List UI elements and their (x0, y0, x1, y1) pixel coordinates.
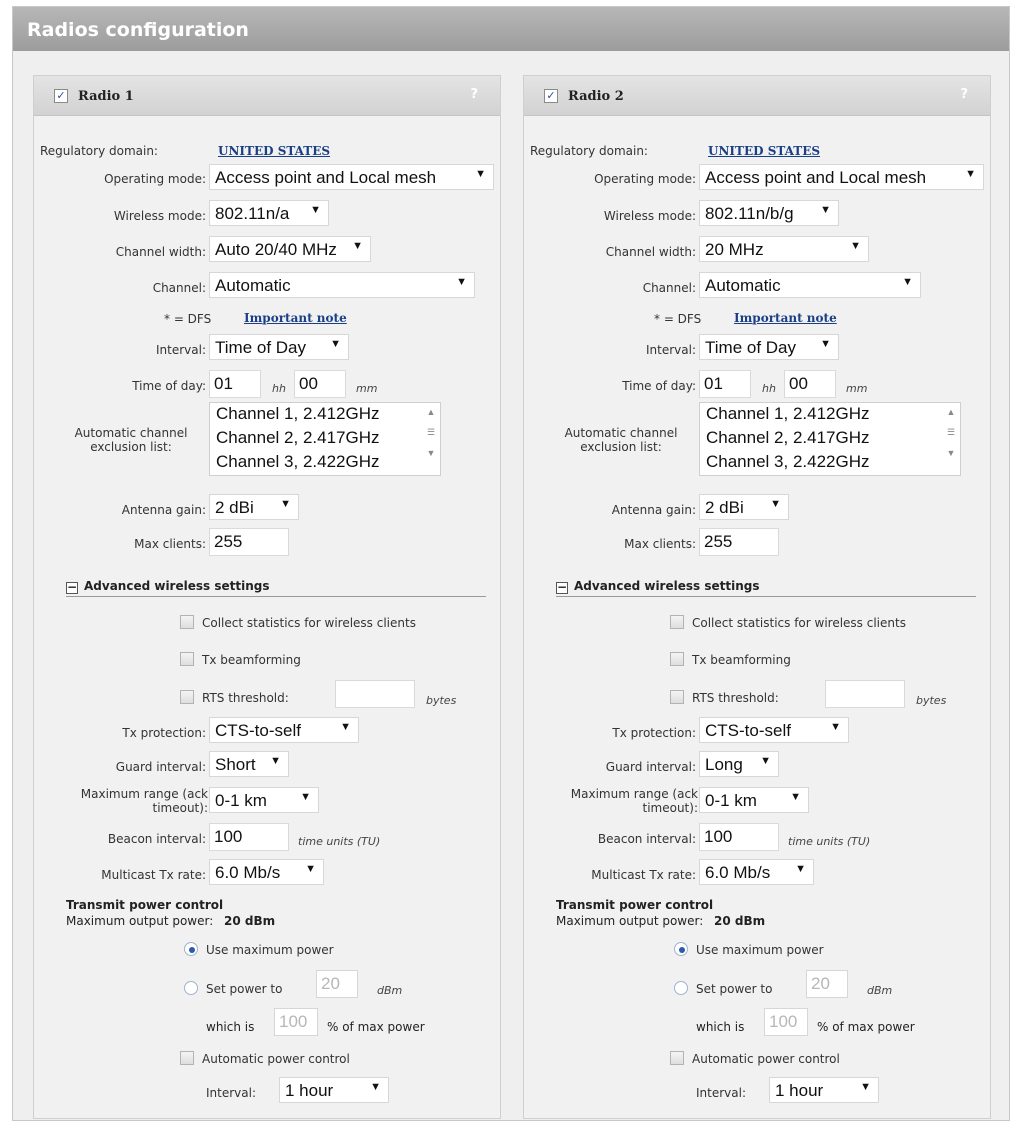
rts-threshold-label: RTS threshold: (692, 691, 779, 705)
channel-select[interactable] (699, 272, 921, 298)
chevron-down-icon: ▼ (760, 755, 771, 767)
tx-beamforming-checkbox[interactable] (670, 652, 684, 666)
max-range-label: Maximum range (ack timeout): (570, 787, 698, 815)
rts-threshold-input[interactable] (335, 680, 415, 708)
time-of-day-label: Time of day: (132, 379, 206, 393)
exclusion-listbox[interactable] (209, 402, 441, 476)
collect-stats-checkbox[interactable] (670, 615, 684, 629)
antenna-gain-select[interactable] (209, 494, 299, 520)
regulatory-domain-label: Regulatory domain: (40, 144, 158, 158)
important-note-link[interactable]: Important note (734, 311, 837, 325)
wireless-mode-select[interactable] (209, 200, 329, 226)
radio-2-header (524, 76, 990, 116)
chevron-down-icon: ▼ (830, 721, 841, 733)
max-output-value: 20 dBm (224, 914, 276, 928)
max-output-value: 20 dBm (714, 914, 766, 928)
percent-input[interactable]: 100 (274, 1008, 318, 1036)
list-item[interactable]: Channel 3, 2.422GHz (216, 452, 380, 471)
chevron-down-icon: ▼ (795, 863, 806, 875)
auto-power-checkbox[interactable] (180, 1051, 194, 1065)
use-max-power-label: Use maximum power (696, 943, 824, 957)
channel-value: Automatic (215, 276, 291, 295)
max-clients-label: Max clients: (624, 537, 696, 551)
channel-width-select[interactable] (699, 236, 869, 262)
wireless-mode-label: Wireless mode: (113, 209, 206, 223)
tpc-interval-label: Interval: (696, 1086, 746, 1100)
exclusion-listbox[interactable] (699, 402, 961, 476)
tx-protection-select[interactable] (209, 717, 359, 743)
bytes-unit: bytes (916, 694, 947, 707)
tu-unit: time units (TU) (298, 835, 381, 848)
guard-interval-value: Short (215, 755, 256, 774)
chevron-down-icon: ▼ (270, 755, 281, 767)
chevron-down-icon: ▼ (310, 204, 321, 216)
operating-mode-select[interactable] (699, 164, 984, 190)
max-clients-input[interactable]: 255 (209, 528, 289, 556)
important-note-link[interactable]: Important note (244, 311, 347, 325)
max-clients-label: Max clients: (134, 537, 206, 551)
beacon-interval-input[interactable]: 100 (209, 823, 289, 851)
channel-value: Automatic (705, 276, 781, 295)
hh-unit: hh (762, 382, 776, 395)
use-max-power-label: Use maximum power (206, 943, 334, 957)
max-clients-input[interactable]: 255 (699, 528, 779, 556)
interval-select[interactable] (209, 334, 349, 360)
rts-threshold-label: RTS threshold: (202, 691, 289, 705)
channel-label: Channel: (152, 281, 206, 295)
operating-mode-label: Operating mode: (104, 172, 206, 186)
dfs-legend: * = DFS (164, 312, 212, 326)
set-power-row[interactable] (184, 981, 282, 996)
multicast-rate-value: 6.0 Mb/s (705, 863, 771, 882)
collapse-icon[interactable]: − (67, 580, 78, 594)
set-power-label: Set power to (696, 982, 773, 996)
operating-mode-value: Access point and Local mesh (215, 168, 437, 187)
interval-value: Time of Day (215, 338, 307, 357)
set-power-input[interactable]: 20 (316, 970, 358, 998)
tpc-interval-value: 1 hour (285, 1081, 334, 1100)
help-icon[interactable]: ? (960, 87, 968, 102)
scrollbar[interactable]: ▲ ☰ ▼ (426, 407, 436, 458)
use-max-power-row[interactable] (674, 942, 824, 957)
guard-interval-select[interactable] (699, 751, 779, 777)
interval-label: Interval: (646, 343, 696, 357)
rts-threshold-row[interactable] (670, 690, 779, 705)
chevron-down-icon: ▼ (850, 240, 861, 252)
radio-1-title: Radio 1 (78, 89, 134, 104)
tu-unit: time units (TU) (788, 835, 871, 848)
use-max-power-radio[interactable] (674, 942, 688, 956)
wireless-mode-label: Wireless mode: (603, 209, 696, 223)
beacon-interval-label: Beacon interval: (597, 832, 696, 846)
set-power-input[interactable]: 20 (806, 970, 848, 998)
tx-beamforming-checkbox[interactable] (180, 652, 194, 666)
collapse-icon[interactable]: − (557, 580, 568, 594)
channel-width-select[interactable] (209, 236, 371, 262)
set-power-radio[interactable] (184, 981, 198, 995)
max-output-label: Maximum output power: (556, 914, 704, 928)
list-item[interactable]: Channel 2, 2.417GHz (706, 428, 870, 447)
channel-width-value: Auto 20/40 MHz (215, 240, 337, 259)
antenna-gain-label: Antenna gain: (121, 503, 206, 517)
exclusion-list-label: Automatic channel exclusion list: (74, 426, 188, 454)
tx-beamforming-row[interactable] (670, 652, 791, 667)
tpc-interval-select[interactable] (769, 1077, 879, 1103)
auto-power-row[interactable] (180, 1051, 350, 1066)
beacon-interval-input[interactable]: 100 (699, 823, 779, 851)
wireless-mode-select[interactable] (699, 200, 839, 226)
tpc-interval-select[interactable] (279, 1077, 389, 1103)
channel-select[interactable] (209, 272, 475, 298)
collect-stats-row[interactable] (670, 615, 906, 630)
interval-select[interactable] (699, 334, 839, 360)
guard-interval-label: Guard interval: (115, 760, 206, 774)
dbm-unit: dBm (867, 984, 893, 997)
tx-beamforming-label: Tx beamforming (692, 653, 791, 667)
time-mm-input[interactable]: 00 (784, 370, 836, 398)
which-is-label: which is (206, 1020, 255, 1034)
operating-mode-value: Access point and Local mesh (705, 168, 927, 187)
help-icon[interactable]: ? (470, 87, 478, 102)
percent-input[interactable]: 100 (764, 1008, 808, 1036)
regulatory-domain-label: Regulatory domain: (530, 144, 648, 158)
time-hh-input[interactable]: 01 (209, 370, 261, 398)
chevron-down-icon: ▼ (820, 204, 831, 216)
rts-threshold-checkbox[interactable] (180, 690, 194, 704)
antenna-gain-label: Antenna gain: (611, 503, 696, 517)
rts-threshold-input[interactable] (825, 680, 905, 708)
antenna-gain-value: 2 dBi (705, 498, 744, 517)
divider (556, 596, 976, 597)
page-title: Radios configuration (13, 7, 1009, 51)
chevron-down-icon: ▼ (352, 240, 363, 252)
list-item[interactable]: Channel 3, 2.422GHz (706, 452, 870, 471)
chevron-down-icon: ▼ (280, 498, 291, 510)
time-hh-input[interactable]: 01 (699, 370, 751, 398)
operating-mode-select[interactable] (209, 164, 494, 190)
divider (66, 596, 486, 597)
max-range-value: 0-1 km (705, 791, 757, 810)
max-output-label: Maximum output power: (66, 914, 214, 928)
tx-protection-label: Tx protection: (612, 726, 696, 740)
percent-suffix: % of max power (817, 1020, 915, 1034)
interval-value: Time of Day (705, 338, 797, 357)
list-item[interactable]: Channel 1, 2.412GHz (706, 404, 870, 423)
tx-protection-value: CTS-to-self (215, 721, 301, 740)
max-range-label: Maximum range (ack timeout): (80, 787, 208, 815)
time-of-day-label: Time of day: (622, 379, 696, 393)
radio-1-header (34, 76, 500, 116)
hh-unit: hh (272, 382, 286, 395)
advanced-settings-label: Advanced wireless settings (574, 579, 760, 593)
radio-1-enable-checkbox[interactable]: ✓ (54, 89, 68, 103)
collect-stats-label: Collect statistics for wireless clients (202, 616, 416, 630)
chevron-down-icon: ▼ (965, 168, 976, 180)
beacon-interval-label: Beacon interval: (107, 832, 206, 846)
max-range-select[interactable] (209, 787, 319, 813)
wireless-mode-value: 802.11n/a (215, 204, 290, 223)
rts-threshold-row[interactable] (180, 690, 289, 705)
use-max-power-radio[interactable] (184, 942, 198, 956)
tpc-interval-label: Interval: (206, 1086, 256, 1100)
regulatory-domain-link[interactable]: UNITED STATES (708, 144, 821, 158)
interval-label: Interval: (156, 343, 206, 357)
collect-stats-checkbox[interactable] (180, 615, 194, 629)
radio-2-panel (523, 75, 991, 1119)
channel-width-label: Channel width: (605, 245, 696, 259)
chevron-down-icon: ▼ (305, 863, 316, 875)
chevron-down-icon: ▼ (860, 1081, 871, 1093)
channel-width-value: 20 MHz (705, 240, 764, 259)
chevron-down-icon: ▼ (820, 338, 831, 350)
tpc-interval-value: 1 hour (775, 1081, 824, 1100)
tpc-heading: Transmit power control (556, 898, 714, 912)
tx-beamforming-row[interactable] (180, 652, 301, 667)
bytes-unit: bytes (426, 694, 457, 707)
scrollbar[interactable]: ▲ ☰ ▼ (946, 407, 956, 458)
chevron-down-icon: ▼ (790, 791, 801, 803)
regulatory-domain-link[interactable]: UNITED STATES (218, 144, 331, 158)
tx-protection-select[interactable] (699, 717, 849, 743)
operating-mode-label: Operating mode: (594, 172, 696, 186)
auto-power-label: Automatic power control (202, 1052, 350, 1066)
chevron-down-icon: ▼ (475, 168, 486, 180)
chevron-down-icon: ▼ (370, 1081, 381, 1093)
radio-2-title: Radio 2 (568, 89, 624, 104)
use-max-power-row[interactable] (184, 942, 334, 957)
advanced-settings-label: Advanced wireless settings (84, 579, 270, 593)
max-range-value: 0-1 km (215, 791, 267, 810)
collect-stats-label: Collect statistics for wireless clients (692, 616, 906, 630)
mm-unit: mm (846, 382, 868, 395)
chevron-down-icon: ▼ (456, 276, 467, 288)
mm-unit: mm (356, 382, 378, 395)
list-item[interactable]: Channel 2, 2.417GHz (216, 428, 380, 447)
set-power-row[interactable] (674, 981, 772, 996)
tpc-heading: Transmit power control (66, 898, 224, 912)
auto-power-checkbox[interactable] (670, 1051, 684, 1065)
chevron-down-icon: ▼ (330, 338, 341, 350)
percent-suffix: % of max power (327, 1020, 425, 1034)
tx-beamforming-label: Tx beamforming (202, 653, 301, 667)
collect-stats-row[interactable] (180, 615, 416, 630)
antenna-gain-value: 2 dBi (215, 498, 254, 517)
chevron-down-icon: ▼ (300, 791, 311, 803)
set-power-label: Set power to (206, 982, 283, 996)
chevron-down-icon: ▼ (340, 721, 351, 733)
multicast-rate-label: Multicast Tx rate: (101, 868, 206, 882)
tx-protection-label: Tx protection: (122, 726, 206, 740)
advanced-settings-toggle[interactable] (66, 579, 269, 594)
dbm-unit: dBm (377, 984, 403, 997)
list-item[interactable]: Channel 1, 2.412GHz (216, 404, 380, 423)
multicast-rate-select[interactable] (209, 859, 324, 885)
guard-interval-value: Long (705, 755, 743, 774)
max-range-select[interactable] (699, 787, 809, 813)
multicast-rate-label: Multicast Tx rate: (591, 868, 696, 882)
antenna-gain-select[interactable] (699, 494, 789, 520)
radios-configuration-frame (12, 6, 1010, 1121)
channel-width-label: Channel width: (115, 245, 206, 259)
radio-1-panel (33, 75, 501, 1119)
rts-threshold-checkbox[interactable] (670, 690, 684, 704)
channel-label: Channel: (642, 281, 696, 295)
guard-interval-select[interactable] (209, 751, 289, 777)
multicast-rate-select[interactable] (699, 859, 814, 885)
which-is-label: which is (696, 1020, 745, 1034)
auto-power-row[interactable] (670, 1051, 840, 1066)
advanced-settings-toggle[interactable] (556, 579, 759, 594)
set-power-radio[interactable] (674, 981, 688, 995)
chevron-down-icon: ▼ (902, 276, 913, 288)
guard-interval-label: Guard interval: (605, 760, 696, 774)
dfs-legend: * = DFS (654, 312, 702, 326)
chevron-down-icon: ▼ (770, 498, 781, 510)
exclusion-list-label: Automatic channel exclusion list: (564, 426, 678, 454)
multicast-rate-value: 6.0 Mb/s (215, 863, 281, 882)
wireless-mode-value: 802.11n/b/g (705, 204, 794, 223)
auto-power-label: Automatic power control (692, 1052, 840, 1066)
tx-protection-value: CTS-to-self (705, 721, 791, 740)
time-mm-input[interactable]: 00 (294, 370, 346, 398)
radio-2-enable-checkbox[interactable]: ✓ (544, 89, 558, 103)
